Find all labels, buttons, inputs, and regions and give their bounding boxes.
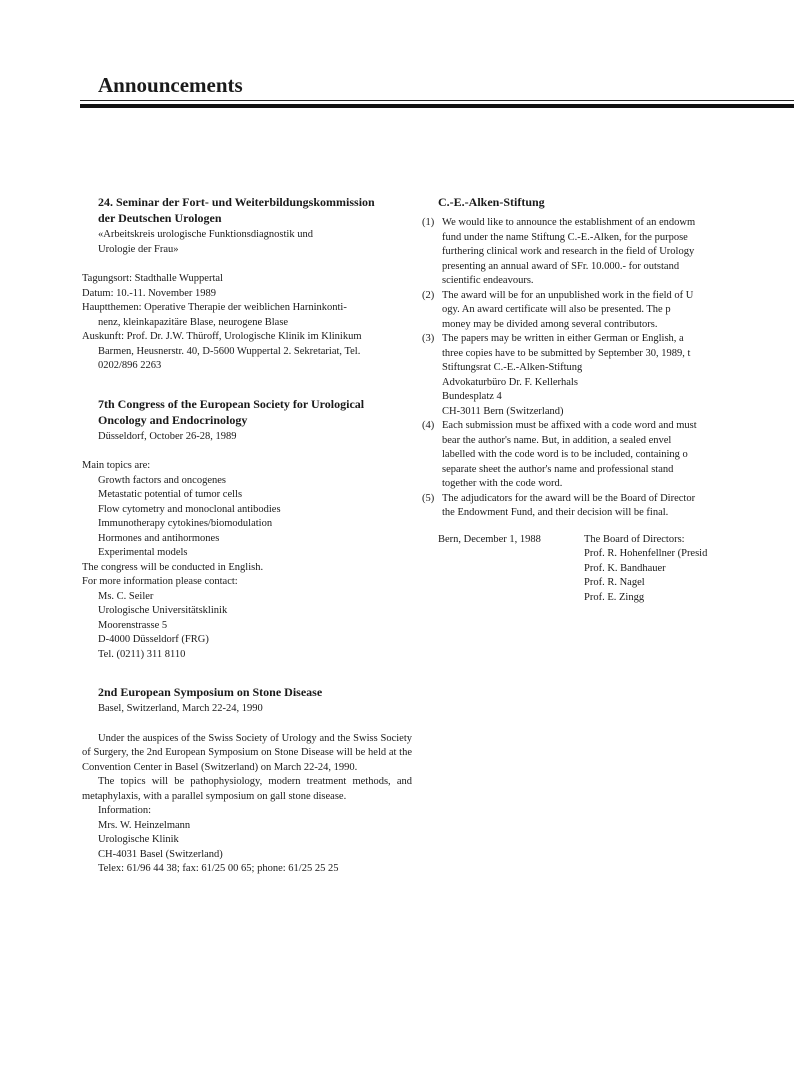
seminar-venue: Tagungsort: Stadthalle Wuppertal xyxy=(82,273,223,284)
list-item: Prof. R. Hohenfellner (Presid xyxy=(584,548,708,559)
congress-language: The congress will be conducted in English. xyxy=(82,561,264,573)
symposium-contact: Information: Mrs. W. Heinzelmann Urologische Klinik CH-4031 Basel (Switzerland) Telex: 61/96 44 38; fax: 61/25 00 65; phone: 61/25 25 25 xyxy=(98,805,339,874)
list-item: Prof. E. Zingg xyxy=(584,591,645,603)
header-rule-thin xyxy=(80,100,794,101)
alken-title: C.-E.-Alken-Stiftung xyxy=(438,195,545,209)
board-of-directors: The Board of Directors: Prof. R. Hohenfellner (Presid Prof. K. Bandhauer Prof. R. Nagel Prof. E. Zingg xyxy=(584,533,707,606)
symposium-paragraph-1: Under the auspices of the Swiss Society of Urology and the Swiss Society of Surgery, the 2nd European Symposium on Stone Disease will be held at the Convention Center in Basel (Switzerland) on March 22-24, 1990. xyxy=(82,732,412,773)
congress-info-intro: For more information please contact: xyxy=(82,576,238,587)
right-column xyxy=(422,194,794,605)
alken-signature xyxy=(438,533,794,606)
congress-topics-list xyxy=(82,474,412,561)
congress-subtitle: Düsseldorf, October 26-28, 1989 xyxy=(98,430,237,442)
list-item: (4) Each submission must be affixed with a code word and must bear the author's name. But, in addition, a sealed envel labelled with the code word is to be included, containing o separate sheet the author's name and professional stand together with the code word. xyxy=(422,420,697,489)
list-item: Metastatic potential of tumor cells xyxy=(98,489,243,500)
list-item: Prof. K. Bandhauer xyxy=(584,562,666,574)
list-item: (3) The papers may be written in either German or English, a three copies have to be submitted by September 30, 1989, t Stiftungsrat C.-E.-Alken-Stiftung Advokaturbüro Dr. F. Kellerhals Bundesplatz 4 CH-3011 Bern (Switzerland) xyxy=(422,333,691,417)
seminar-title: 24. Seminar der Fort- und Weiterbildungskommission der Deutschen Urologen xyxy=(98,195,375,225)
symposium-subtitle: Basel, Switzerland, March 22-24, 1990 xyxy=(98,703,263,714)
list-item: Immunotherapy cytokines/biomodulation xyxy=(98,518,273,529)
list-item: (5) The adjudicators for the award will be the Board of Director the Endowment Fund, and their decision will be final. xyxy=(422,492,696,518)
alken-section xyxy=(422,194,794,605)
list-item: Hormones and antihormones xyxy=(98,532,220,544)
list-item: Growth factors and oncogenes xyxy=(98,474,226,486)
list-item: Experimental models xyxy=(98,547,188,558)
seminar-subtitle: «Arbeitskreis urologische Funktionsdiagnostik und Urologie der Frau» xyxy=(98,229,313,255)
list-item: Prof. R. Nagel xyxy=(584,577,645,588)
symposium-title: 2nd European Symposium on Stone Disease xyxy=(98,685,323,699)
list-item: Flow cytometry and monoclonal antibodies xyxy=(98,503,281,515)
signature-place-date: Bern, December 1, 1988 xyxy=(438,533,541,545)
symposium-paragraph-2: The topics will be pathophysiology, modern treatment methods, and metaphylaxis, with a parallel symposium on gall stone disease. xyxy=(82,776,412,802)
page-title: Announcements xyxy=(98,73,243,97)
list-item: (2) The award will be for an unpublished work in the field of U ogy. An award certificate will also be presented. The p money may be divided among several contributors. xyxy=(422,289,694,330)
list-item: (1) We would like to announce the establishment of an endowm fund under the name Stiftung C.-E.-Alken, for the purpose furthering clinical work and research in the field of Urology presenting an annual award of SFr. 10.000.- for outstand scientific endeavours. xyxy=(422,217,696,286)
congress-contact: Ms. C. Seiler Urologische Universitätsklinik Moorenstrasse 5 D-4000 Düsseldorf (FRG) Tel. (0211) 311 8110 xyxy=(98,590,228,660)
seminar-contact: Auskunft: Prof. Dr. J.W. Thüroff, Urologische Klinik im Klinikum Barmen, Heusnerstr. 40, D-5600 Wuppertal 2. Sekretariat, Tel. 0202/896 2263 xyxy=(82,331,362,371)
symposium-section xyxy=(82,684,412,877)
congress-section xyxy=(82,396,412,663)
seminar-date: Datum: 10.-11. November 1989 xyxy=(82,287,217,299)
congress-topics-intro: Main topics are: xyxy=(82,460,151,471)
header-rule-thick xyxy=(80,104,794,108)
left-column xyxy=(82,194,412,877)
seminar-topics: Hauptthemen: Operative Therapie der weiblichen Harninkonti- nenz, kleinkapazitäre Blase, neurogene Blase xyxy=(82,302,347,328)
congress-title: 7th Congress of the European Society for Urological Oncology and Endocrinology xyxy=(98,396,365,427)
seminar-section xyxy=(82,194,412,374)
